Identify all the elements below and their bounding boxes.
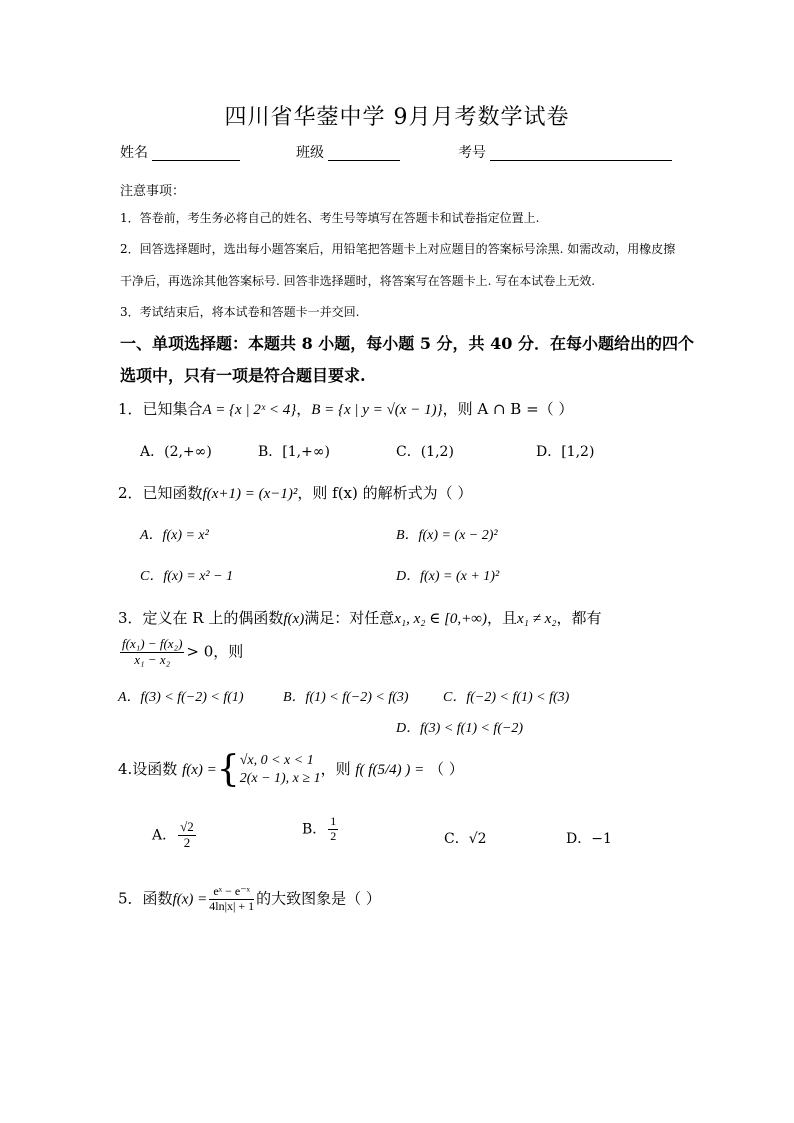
q2-option-d[interactable]: D．f(x) = (x + 1)² — [396, 569, 500, 584]
q4-lead: 4.设函数 — [118, 760, 178, 779]
q5-fraction — [209, 885, 254, 914]
q3-vars: x₁, x₂ ∈ [0,+∞) — [394, 611, 487, 627]
q3-cond: 满足：对任意 — [304, 609, 395, 627]
q1-set-b: B = {x | y = √(x − 1)} — [311, 402, 443, 418]
q4-option-b-label: B． — [302, 821, 327, 838]
q3-gt: > 0，则 — [186, 642, 244, 661]
q4-option-a-den: 2 — [183, 834, 191, 850]
q2-option-a[interactable]: A．f(x) = x² — [140, 528, 209, 543]
q4-fx: f(x) = — [182, 762, 217, 779]
q4-brace: { — [216, 749, 240, 791]
q3-frac-den: x₁ − x₂ — [134, 651, 171, 667]
note-item-2b: 干净后，再选涂其他答案标号. 回答非选择题时，将答案写在答题卡上. 写在本试卷上无效. — [120, 274, 596, 288]
q1-set-a: A = {x | 2ˣ < 4} — [202, 402, 297, 418]
q1-option-c[interactable]: C．(1,2) — [396, 444, 454, 460]
question-2 — [118, 482, 472, 503]
q2-lead: 2．已知函数 — [118, 484, 203, 502]
q3-option-c[interactable]: C．f(−2) < f(1) < f(3) — [443, 690, 570, 705]
q3-frac-num: f(x₁) − f(x₂) — [122, 636, 183, 651]
question-4 — [118, 749, 464, 791]
q5-ask: 的大致图象是（ ） — [256, 889, 381, 908]
q3-option-a[interactable]: A．f(3) < f(−2) < f(1) — [118, 690, 244, 705]
q1-option-b[interactable]: B．[1,+∞) — [258, 444, 330, 460]
q1-lead: 1．已知集合 — [118, 400, 203, 418]
q3-lead: 3．定义在 R 上的偶函数 — [118, 609, 284, 627]
number-field[interactable] — [490, 160, 672, 161]
q4-option-b-den: 2 — [330, 828, 337, 843]
section-heading-line1: 一、单项选择题：本题共 8 小题，每小题 5 分，共 40 分．在每小题给出的四个 — [120, 334, 694, 353]
q4-option-b-frac — [328, 815, 338, 844]
q1-ask: ，则 A ∩ B =（ ） — [442, 400, 574, 418]
q5-fx: f(x) = — [172, 891, 208, 908]
note-item-1: 1．答卷前，考生务必将自己的姓名、考生号等填写在答题卡和试卷指定位置上. — [120, 211, 540, 225]
q4-option-b[interactable] — [302, 815, 340, 844]
name-label: 姓名 — [120, 145, 148, 161]
q4-ask-expr: f( f(5/4) ) = — [355, 762, 425, 779]
question-5 — [118, 885, 381, 914]
class-field[interactable] — [328, 160, 400, 161]
q3-fraction — [120, 637, 184, 668]
q1-sep: ， — [296, 400, 312, 418]
q2-option-b[interactable]: B．f(x) = (x − 2)² — [396, 528, 498, 543]
q4-option-a[interactable] — [152, 820, 198, 851]
question-1 — [118, 398, 573, 419]
exam-title: 四川省华蓥中学 9月月考数学试卷 — [224, 105, 570, 130]
q2-ask: ，则 f(x) 的解析式为（ ） — [297, 484, 473, 502]
q2-given: f(x+1) = (x−1)² — [202, 486, 298, 502]
q4-option-a-label: A． — [152, 827, 177, 844]
q4-ask-a: ，则 — [320, 760, 351, 779]
q3-and: ，且 — [486, 609, 517, 627]
q5-lead: 5．函数 — [118, 889, 173, 908]
q1-option-d[interactable]: D．[1,2) — [536, 444, 595, 460]
q3-option-d[interactable]: D．f(3) < f(1) < f(−2) — [396, 721, 524, 736]
q3-condition — [118, 637, 243, 668]
q2-option-c[interactable]: C．f(x) = x² − 1 — [140, 569, 234, 584]
notes-heading: 注意事项： — [120, 184, 186, 199]
q4-option-a-num: √2 — [180, 819, 194, 834]
name-field[interactable] — [152, 160, 240, 161]
q5-frac-den: 4ln|x| + 1 — [209, 898, 255, 913]
q3-neq: x₁ ≠ x₂ — [516, 611, 557, 627]
q4-case-1: √x, 0 < x < 1 — [239, 753, 314, 768]
q3-option-b[interactable]: B．f(1) < f(−2) < f(3) — [283, 690, 409, 705]
number-label: 考号 — [458, 145, 486, 161]
note-item-2a: 2．回答选择题时，选出每小题答案后，用铅笔把答题卡上对应题目的答案标号涂黑. 如需改动，用橡皮擦 — [120, 242, 676, 256]
q4-option-a-frac — [178, 820, 196, 851]
q3-have: ，都有 — [556, 609, 602, 627]
section-heading-line2: 选项中，只有一项是符合题目要求. — [120, 366, 366, 385]
q4-option-b-num: 1 — [330, 814, 337, 828]
q5-frac-num: eˣ − e⁻ˣ — [209, 885, 254, 900]
q1-option-a[interactable]: A．(2,+∞) — [140, 444, 212, 460]
q3-fx: f(x) — [283, 611, 305, 627]
q4-case-2: 2(x − 1), x ≥ 1 — [239, 771, 321, 787]
note-item-3: 3．考试结束后，将本试卷和答题卡一并交回. — [120, 305, 360, 319]
q4-option-c[interactable]: C．√2 — [444, 831, 487, 847]
class-label: 班级 — [296, 145, 324, 161]
q4-option-d[interactable]: D．−1 — [566, 831, 612, 847]
q4-cases — [240, 752, 321, 788]
question-3 — [118, 607, 601, 628]
q4-ask-b: （ ） — [429, 760, 464, 779]
